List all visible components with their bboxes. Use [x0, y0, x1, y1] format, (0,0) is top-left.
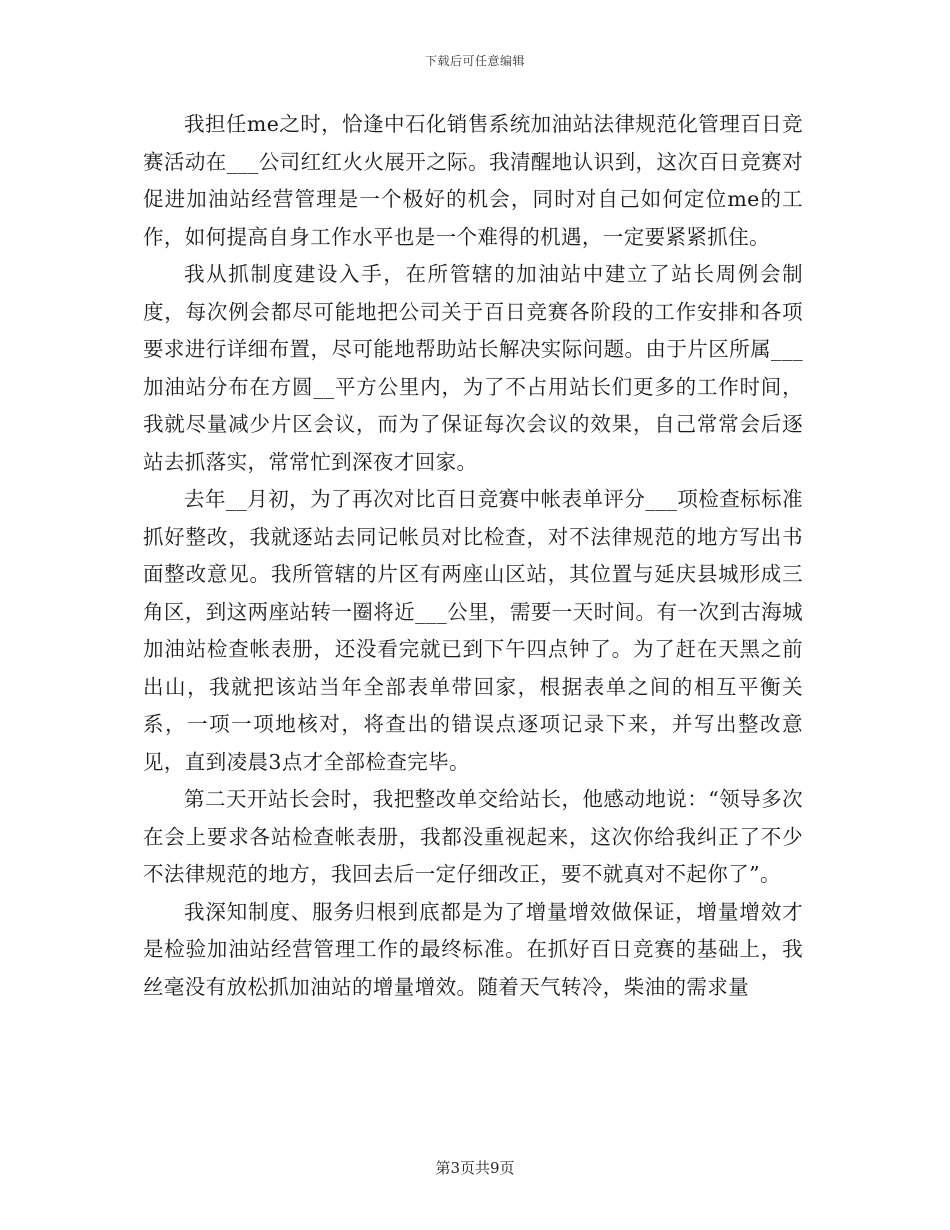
paragraph-2: 我从抓制度建设入手，在所管辖的加油站中建立了站长周例会制度，每次例会都尽可能地把公司关于百日竞赛各阶段的工作安排和各项要求进行详细布置，尽可能地帮助站长解决实际问题。由于片区所属___加油站分布在方圆__平方公里内，为了不占用站长们更多的工作时间，我就尽量减少片区会议，而为了保证每次会议的效果，自己常常会后逐站去抓落实，常常忙到深夜才回家。: [143, 262, 803, 474]
page-number: 第3页共9页: [435, 1159, 515, 1177]
paragraph-3: 去年__月初，为了再次对比百日竞赛中帐表单评分___项检查标标准抓好整改，我就逐站去同记帐员对比检查，对不法律规范的地方写出书面整改意见。我所管辖的片区有两座山区站，其位置与延庆县城形成三角区，到这两座站转一圈将近___公里，需要一天时间。有一次到古海城加油站检查帐表册，还没看完就已到下午四点钟了。为了赶在天黑之前出山，我就把该站当年全部表单带回家，根据表单之间的相互平衡关系，一项一项地核对，将查出的错误点逐项记录下来，并写出整改意见，直到凌晨3点才全部检查完毕。: [143, 487, 803, 774]
paragraph-4: 第二天开站长会时，我把整改单交给站长，他感动地说：“领导多次在会上要求各站检查帐表册，我都没重视起来，这次你给我纠正了不少不法律规范的地方，我回去后一定仔细改正，要不就真对不起你了”。: [143, 787, 803, 886]
document-body: [143, 106, 803, 1006]
paragraph-5: 我深知制度、服务归根到底都是为了增量增效做保证，增量增效才是检验加油站经营管理工作的最终标准。在抓好百日竞赛的基础上，我丝毫没有放松抓加油站的增量增效。随着天气转冷，柴油的需求量: [143, 899, 803, 999]
page-header: 下载后可任意编辑: [424, 54, 525, 68]
paragraph-1: 我担任me之时，恰逢中石化销售系统加油站法律规范化管理百日竞赛活动在___公司红红火火展开之际。我清醒地认识到，这次百日竞赛对促进加油站经营管理是一个极好的机会，同时对自己如何定位me的工作，如何提高自身工作水平也是一个难得的机遇，一定要紧紧抓住。: [143, 112, 803, 249]
